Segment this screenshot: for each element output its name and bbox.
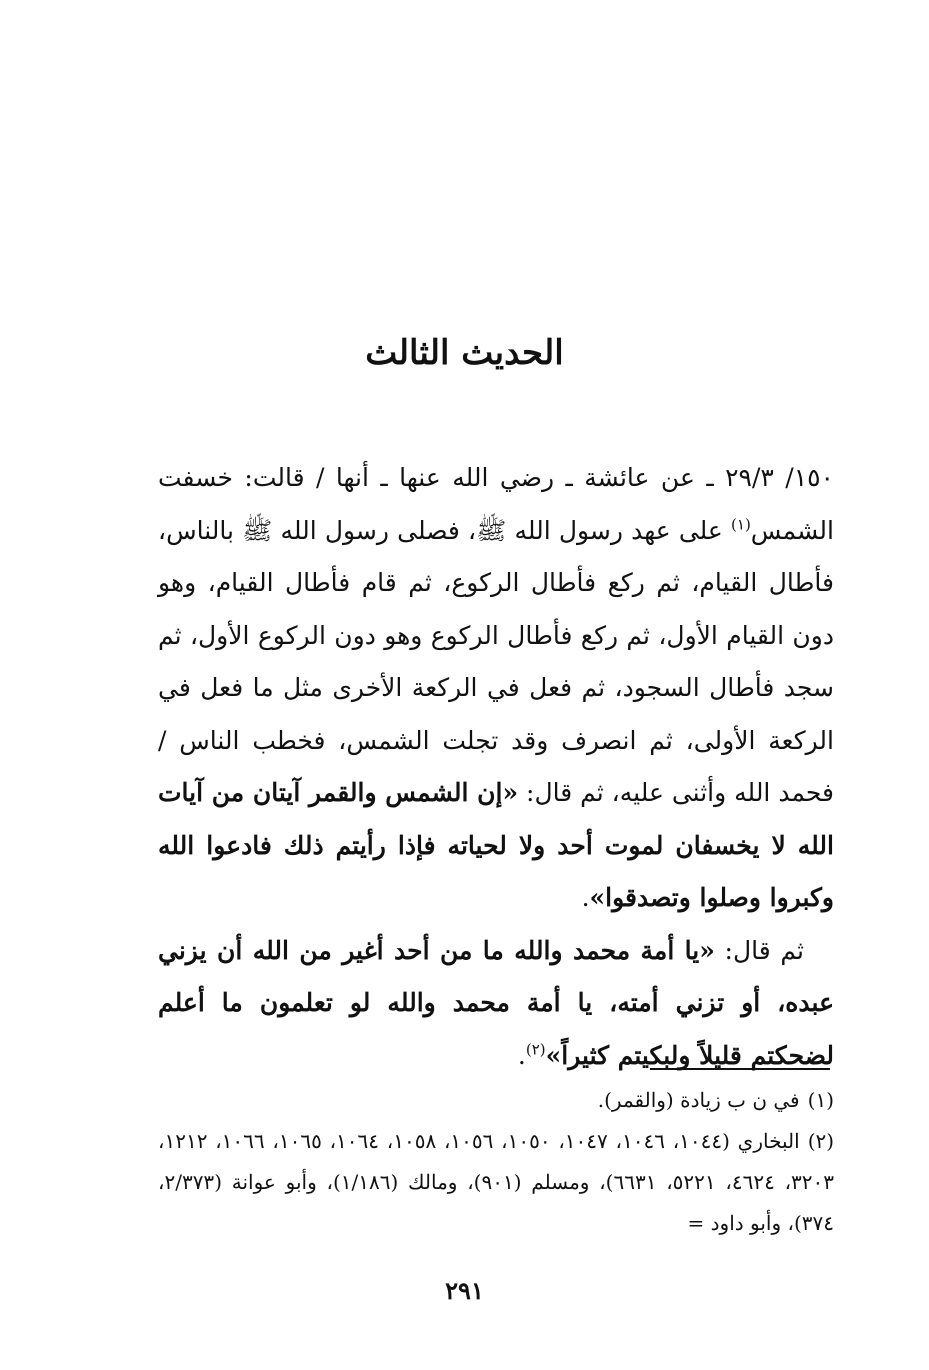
paragraph-end: . [581, 883, 590, 912]
hadith-paragraph-2 [158, 925, 834, 1083]
page-title: الحديث الثالث [365, 333, 564, 373]
footnotes [158, 1080, 834, 1244]
prophet-quote-1: «إن الشمس والقمر آيتان من آيات الله لا يخسفان لموت أحد ولا لحياته فإذا رأيتم ذلك فادعوا الله وكبروا وصلوا وتصدقوا» [158, 778, 834, 912]
footnote-text: البخاري (١٠٤٤، ١٠٤٦، ١٠٤٧، ١٠٥٠، ١٠٥٦، ١٠٥٨، ١٠٦٤، ١٠٦٥، ١٠٦٦، ١٢١٢، ٣٢٠٣، ٤٦٢٤، ٥٢٢١، ٦٦٣١)، ومسلم (٩٠١)، ومالك (١/١٨٦)، وأبو عوانة (٢/٣٧٣، ٣٧٤)، وأبو داود = [158, 1129, 834, 1235]
footnote-number: (١) [807, 1088, 834, 1112]
hadith-text [158, 452, 834, 1082]
footnote-text: في ن ب زيادة (والقمر). [597, 1088, 800, 1112]
footnote-ref-1: (١) [731, 515, 751, 534]
hadith-paragraph-1 [158, 452, 834, 925]
prophet-quote-2: «يا أمة محمد والله ما من أحد أغير من الله أن يزني عبده، أو تزني أمته، يا أمة محمد والله لو تعلمون ما أعلم لضحكتم قليلاً ولبكيتم كثيراً» [158, 935, 834, 1070]
page-number: ٢٩١ [445, 1276, 484, 1305]
footnote-number: (٢) [807, 1129, 835, 1153]
paragraph-end: . [517, 1040, 526, 1070]
footnote-ref-2: (٢) [525, 1040, 546, 1059]
narration-intro: ثم قال: [714, 935, 804, 965]
narration-text-continued: على عهد رسول الله ﷺ، فصلى رسول الله ﷺ بالناس، فأطال القيام، ثم ركع فأطال الركوع، ثم قام فأطال القيام، وهو دون القيام الأول، ثم ركع فأطال الركوع وهو دون الركوع الأول، ثم سجد فأطال السجود، ثم فعل في الركعة الأخرى مثل ما فعل في الركعة الأولى، ثم انصرف وقد تجلت الشمس، فخطب الناس / فحمد الله وأثنى عليه، ثم قال: [158, 515, 835, 807]
footnote-1 [158, 1080, 834, 1121]
footnote-2 [158, 1121, 834, 1244]
narration-text: ١٥٠/ ٢٩/٣ ـ عن عائشة ـ رضي الله عنها ـ أنها / قالت: خسفت الشمس [158, 463, 834, 545]
footnote-separator [650, 1068, 830, 1070]
